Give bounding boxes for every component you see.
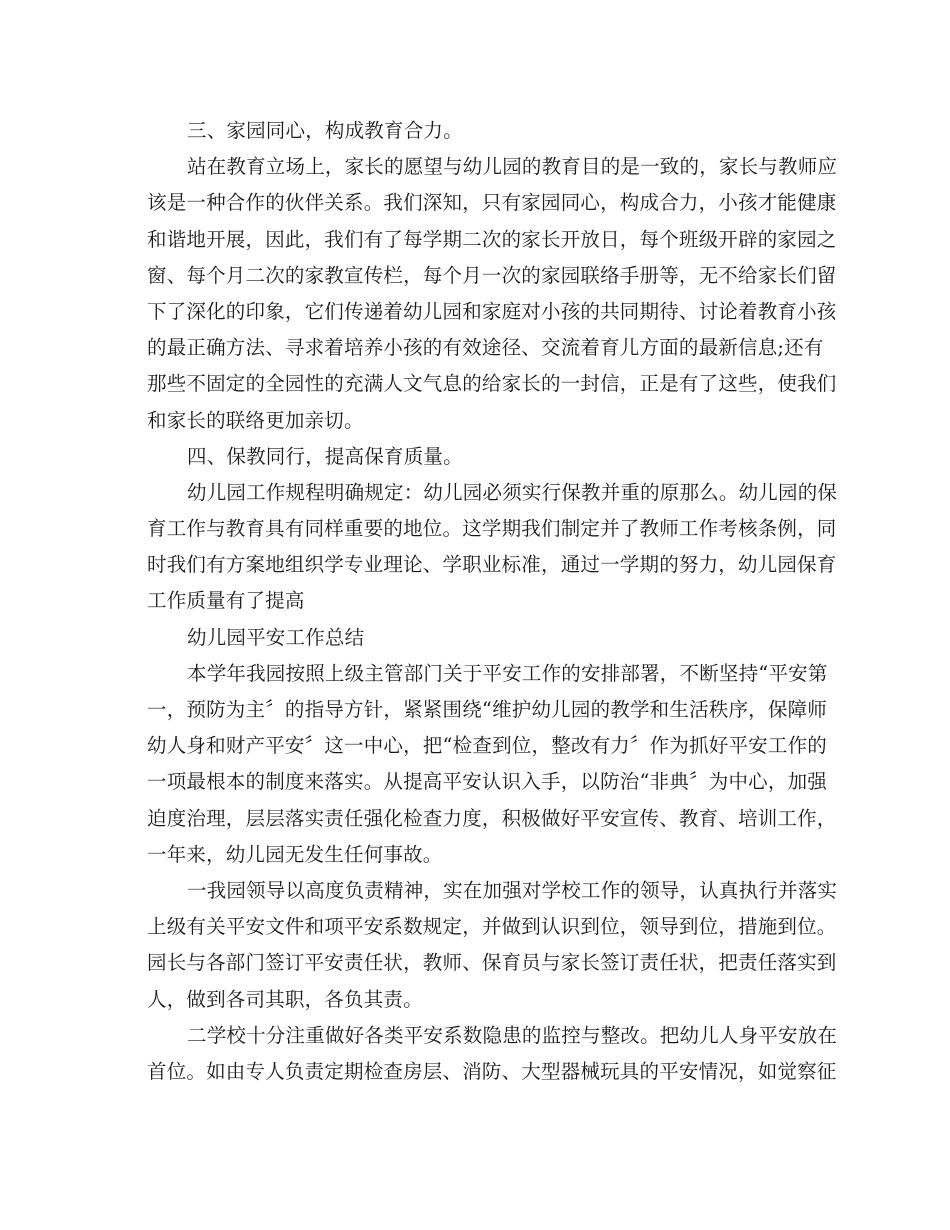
text-line: 育工作与教育具有同样重要的地位。这学期我们制定并了教师工作考核条例，同 [147,517,837,541]
text-line: 一年来，幼儿园无发生任何事故。 [147,842,443,866]
text-line: 上级有关平安文件和项平安系数规定，并做到认识到位，领导到位，措施到位。 [147,915,837,939]
text-line: 四、保教同行，提高保育质量。 [187,444,463,468]
text-line: 时我们有方案地组织学专业理论、学职业标准，通过一学期的努力，幼儿园保育 [147,553,837,577]
text-line: 人，做到各司其职，各负其责。 [147,987,423,1011]
text-line: 下了深化的印象，它们传递着幼儿园和家庭对小孩的共同期待、讨论着教育小孩 [147,299,837,323]
text-line: 二学校十分注重做好各类平安系数隐患的监控与整改。把幼儿人身平安放在 [187,1023,838,1047]
document-body [147,113,838,1090]
text-line: 三、家园同心，构成教育合力。 [187,119,463,142]
text-line: 幼儿园工作规程明确规定：幼儿园必须实行保教并重的原那么。幼儿园的保 [187,480,838,504]
text-line: 那些不固定的全园性的充满人文气息的给家长的一封信，正是有了这些，使我们 [147,372,837,396]
text-line: 迫度治理，层层落实责任强化检查力度，积极做好平安宣传、教育、培训工作， [147,806,837,830]
text-line: 一我园领导以高度负责精神，实在加强对学校工作的领导，认真执行并落实 [187,878,838,902]
text-line: 站在教育立场上，家长的愿望与幼儿园的教育目的是一致的，家长与教师应 [187,155,838,179]
text-line: 幼儿园平安工作总结 [187,625,365,649]
text-line: 的最正确方法、寻求着培养小孩的有效途径、交流着育儿方面的最新信息;还有 [147,336,824,360]
text-line: 幼人身和财产平安〞这一中心，把“检查到位，整改有力〞作为抓好平安工作的 [147,734,827,758]
text-line: 园长与各部门签订平安责任状，教师、保育员与家长签订责任状，把责任落实到 [147,951,837,975]
text-line: 一项最根本的制度来落实。从提高平安认识入手，以防治“非典〞为中心，加强 [147,770,827,794]
text-line: 一，预防为主〞的指导方针，紧紧围绕“维护幼儿园的教学和生活秩序，保障师 [147,698,827,721]
text-line: 和谐地开展，因此，我们有了每学期二次的家长开放日，每个班级开辟的家园之 [147,227,837,251]
text-line: 该是一种合作的伙伴关系。我们深知，只有家园同心，构成合力，小孩才能健康 [147,191,837,215]
text-line: 首位。如由专人负责定期检查房层、消防、大型器械玩具的平安情况，如觉察征 [147,1059,837,1083]
text-line: 窗、每个月二次的家教宣传栏，每个月一次的家园联络手册等，无不给家长们留 [147,263,837,287]
text-line: 工作质量有了提高 [147,589,305,613]
text-line: 和家长的联络更加亲切。 [147,408,364,432]
text-line: 本学年我园按照上级主管部门关于平安工作的安排部署，不断坚持“平安第 [187,661,828,685]
